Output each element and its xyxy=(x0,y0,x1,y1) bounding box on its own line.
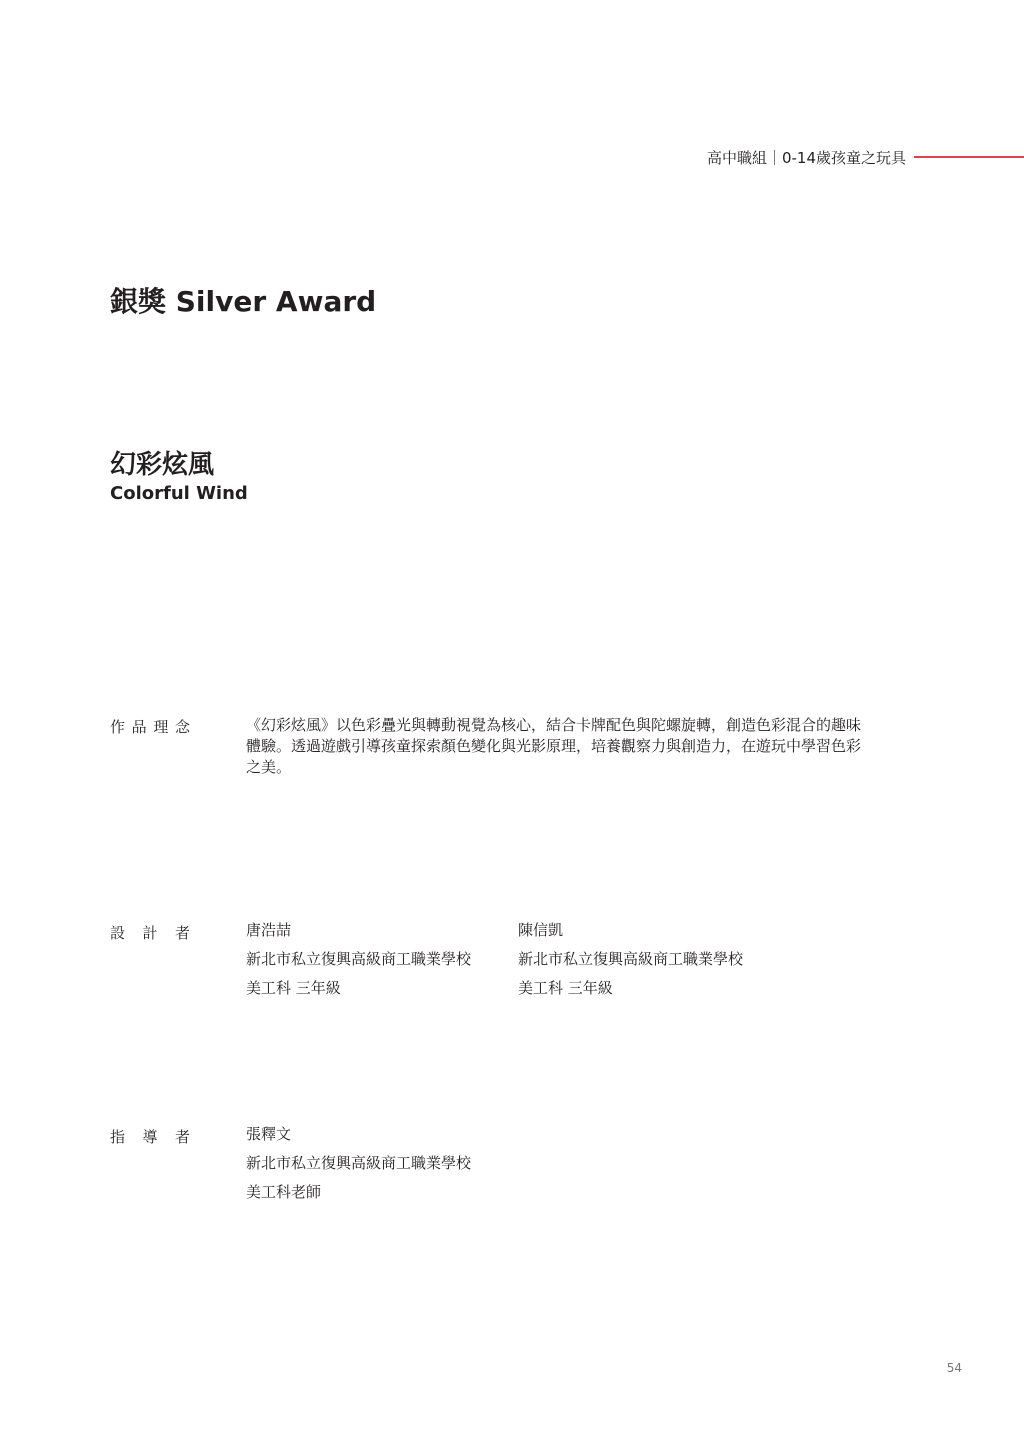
work-title: 幻彩炫風 xyxy=(110,450,215,480)
designer-1 xyxy=(246,916,471,1003)
designer-school: 新北市私立復興高級商工職業學校 xyxy=(246,950,472,968)
header xyxy=(707,146,1024,168)
award-title: 銀獎 Silver Award xyxy=(110,285,377,318)
concept-label-char: 理 xyxy=(153,718,169,736)
designer-name: 唐浩喆 xyxy=(246,921,292,939)
advisor xyxy=(246,1120,471,1207)
designer-name: 陳信凱 xyxy=(518,921,564,939)
advisor-name: 張釋文 xyxy=(246,1125,292,1143)
header-accent-line xyxy=(914,156,1024,158)
category-label: 高中職組｜0-14歲孩童之玩具 xyxy=(706,148,906,167)
work-subtitle: Colorful Wind xyxy=(110,483,248,504)
advisor-label-char: 者 xyxy=(174,1128,190,1146)
advisor-dept: 美工科老師 xyxy=(246,1183,322,1201)
designer-dept: 美工科 三年級 xyxy=(518,979,613,997)
designer-dept: 美工科 三年級 xyxy=(246,979,341,997)
page-number: 54 xyxy=(946,1361,962,1375)
concept-label xyxy=(110,716,190,737)
designers-label-char: 者 xyxy=(174,924,190,942)
designer-2 xyxy=(518,916,743,1003)
designer-school: 新北市私立復興高級商工職業學校 xyxy=(518,950,744,968)
advisor-school: 新北市私立復興高級商工職業學校 xyxy=(246,1154,472,1172)
concept-label-char: 品 xyxy=(131,718,147,736)
designers-label-char: 設 xyxy=(110,924,126,942)
concept-label-char: 作 xyxy=(110,718,126,736)
advisor-label-char: 指 xyxy=(110,1128,126,1146)
concept-text: 《幻彩炫風》以色彩疊光與轉動視覺為核心，結合卡牌配色與陀螺旋轉，創造色彩混合的趣味體驗。透過遊戲引導孩童探索顏色變化與光影原理，培養觀察力與創造力，在遊玩中學習色彩之美。 xyxy=(246,716,862,776)
designers-label xyxy=(110,922,190,943)
advisor-label xyxy=(110,1126,190,1147)
advisor-label-char: 導 xyxy=(142,1128,158,1146)
concept-label-char: 念 xyxy=(174,718,190,736)
designers-label-char: 計 xyxy=(142,924,158,942)
